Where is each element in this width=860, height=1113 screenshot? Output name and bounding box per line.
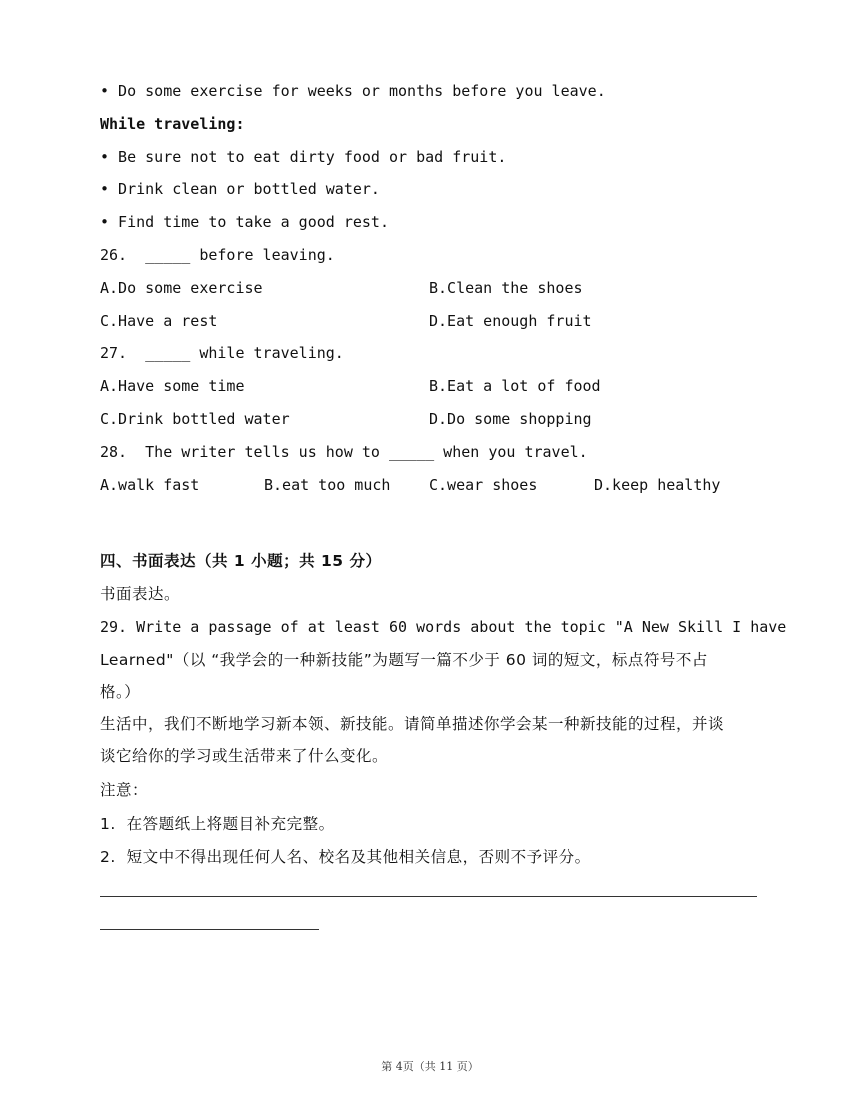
writing-prompt-line-3: 格。） <box>100 683 141 701</box>
option-a: A.Do some exercise <box>100 279 263 297</box>
section-subheading: 书面表达。 <box>100 585 181 603</box>
question-stem: 26. _____ before leaving. <box>100 246 335 264</box>
option-c: C.wear shoes <box>429 476 538 494</box>
question-stem: 27. _____ while traveling. <box>100 344 344 362</box>
option-d: D.Eat enough fruit <box>429 312 592 330</box>
answer-line-2 <box>100 929 319 930</box>
option-c: C.Drink bottled water <box>100 410 290 428</box>
tip-exercise-before: • Do some exercise for weeks or months before you leave. <box>100 82 606 100</box>
tip-food: • Be sure not to eat dirty food or bad fruit. <box>100 148 507 166</box>
option-a: A.Have some time <box>100 377 245 395</box>
tip-water: • Drink clean or bottled water. <box>100 180 380 198</box>
answer-line-1 <box>100 896 757 897</box>
question-stem: 28. The writer tells us how to _____ when you travel. <box>100 443 588 461</box>
note-2: 2. 短文中不得出现任何人名、校名及其他相关信息，否则不予评分。 <box>100 848 591 866</box>
section-heading: 四、书面表达（共 1 小题；共 15 分） <box>100 552 382 570</box>
writing-prompt-line-1: 29. Write a passage of at least 60 words about the topic "A New Skill I have <box>100 618 787 636</box>
option-b: B.Eat a lot of food <box>429 377 601 395</box>
option-b: B.eat too much <box>264 476 391 494</box>
writing-description-line-1: 生活中，我们不断地学习新本领、新技能。请简单描述你学会某一种新技能的过程，并谈 <box>100 715 725 733</box>
option-d: D.Do some shopping <box>429 410 592 428</box>
tip-rest: • Find time to take a good rest. <box>100 213 389 231</box>
writing-prompt-line-2: Learned"（以 “我学会的一种新技能”为题写一篇不少于 60 词的短文，标点符号不占 <box>100 651 708 669</box>
note-1: 1. 在答题纸上将题目补充完整。 <box>100 815 335 833</box>
writing-description-line-2: 谈它给你的学习或生活带来了什么变化。 <box>100 747 389 765</box>
option-b: B.Clean the shoes <box>429 279 583 297</box>
page-footer: 第 4页（共 11 页） <box>381 1060 479 1073</box>
option-c: C.Have a rest <box>100 312 218 330</box>
option-a: A.walk fast <box>100 476 200 494</box>
option-d: D.keep healthy <box>594 476 721 494</box>
while-traveling-heading: While traveling: <box>100 115 245 133</box>
note-label: 注意： <box>100 781 149 799</box>
